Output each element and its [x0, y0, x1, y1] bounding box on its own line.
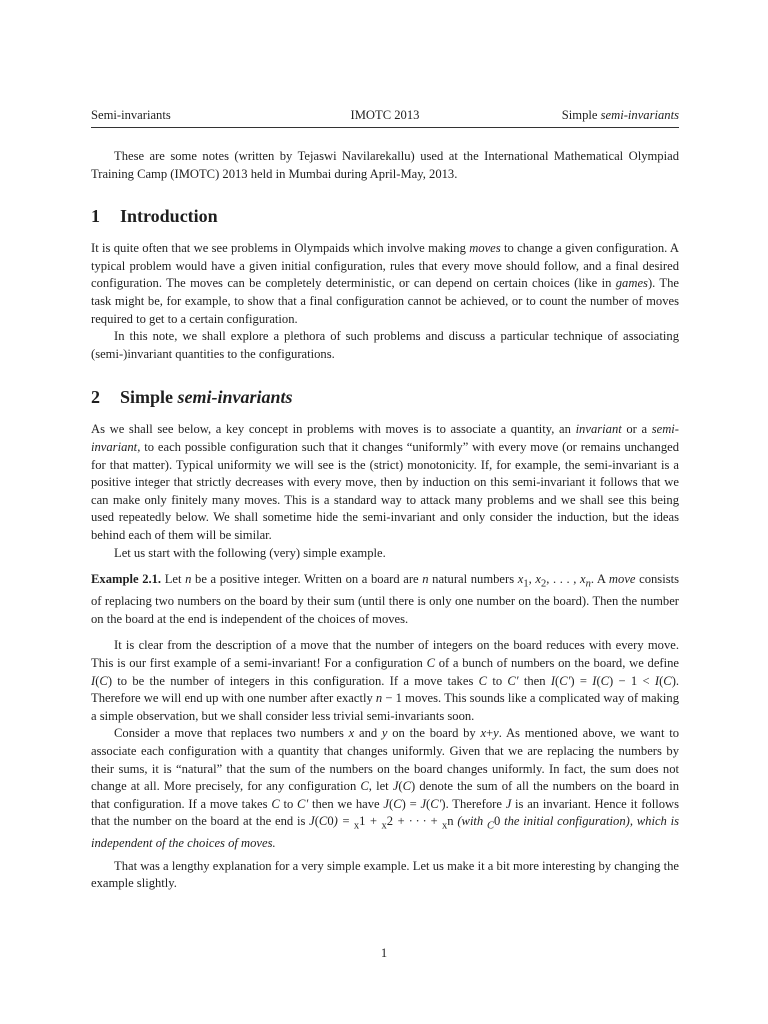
section-2-heading: 2 Simple semi-invariants [91, 387, 293, 408]
page-body [91, 148, 679, 893]
header-right: Simple semi-invariants [561, 108, 679, 122]
section-1-heading [91, 205, 679, 227]
section-2-title: Simple [120, 387, 178, 408]
header-left: Semi-invariants [91, 108, 171, 122]
section-2-paragraph-3: It is clear from the description of a move that the number of integers on the board reduces with every move. This is our first example of a semi-invariant! For a configuration C of a bunch of numbers on the board, we define I(C) to be the number of integers in this configuration. If a move takes C to C′ then I(C′) = I(C) − 1 < I(C). Therefore we will end up with one number after exactly n − 1 moves. This sounds like a complicated way of making a simple observation, but we shall consider less trivial semi-invariants soon. [91, 638, 680, 723]
section-1-paragraph-2: In this note, we shall explore a plethora of such problems and discuss a particular technique of associating (semi-)invariant quantities to the configurations. [91, 329, 679, 361]
section-2-paragraph-4: Consider a move that replaces two numbers x and y on the board by x+y. As mentioned above, we want to associate each configuration with a quantity that changes uniformly. Given that we are replacing the numbers by their sums, it is “natural” that the sum of the numbers on the board changes uniformly. In fact, the sum does not change at all. More precisely, for any configuration C, let J(C) denote the sum of all the numbers on the board in that configuration. If a move takes C to C′ then we have J(C) = J(C′). Therefore J is an invariant. Hence it follows that the number on the board at the end is J(C0) = $_x$1 + $_x$2 + · · · + $_x$n (with $_C$0 the initial configuration), which is independent of the choices of moves. [91, 726, 680, 851]
page-number: 1 [380, 946, 388, 960]
section-1-title: Introduction [120, 206, 218, 227]
example-label: Example 2.1. [91, 572, 162, 587]
header-center: IMOTC 2013 [350, 108, 420, 122]
section-2-paragraph-1: As we shall see below, a key concept in problems with moves is to associate a quantity, an invariant or a semi-invariant, to each possible configuration such that it changes “uniformly” with every move (or remains unchanged for that matter). Typical uniformity we will see is the (strict) monotonicity. If, for example, the semi-invariant is a positive integer that strictly decreases with every move, then by induction on this semi-invariant it follows that we can make only finitely many moves. This is a standard way to attack many problems and we shall see this being used repeatedly below. We shall sometime hide the semi-invariant and only consider the induction, but the ideas behind each of them will be similar. [91, 422, 679, 542]
section-2-paragraph-2: Let us start with the following (very) simple example. [114, 545, 386, 560]
section-2-paragraph-5: That was a lengthy explanation for a very simple example. Let us make it a bit more interesting by changing the example slightly. [91, 858, 679, 891]
example-2-1: Example 2.1. Let n be a positive integer. Written on a board are n natural numbers $x_1$, $x_2$, . . . , $x_n$. A move consists of replacing two numbers on the board by their sum (until there is only one number on the board). Then the number on the board at the end is independent of the choices of moves. [91, 572, 679, 626]
intro-note: These are some notes (written by Tejaswi Navilarekallu) used at the International Mathematical Olympiad Training Camp (IMOTC) 2013 held in Mumbai during April-May, 2013. [91, 149, 679, 181]
header-rule [91, 127, 679, 128]
section-2-number: 2 [91, 387, 100, 408]
section-1-paragraph-1: It is quite often that we see problems in Olympaids which involve making moves to change a given configuration. A typical problem would have a given initial configuration, rules that every move should follow, and a final desired configuration. The moves can be completely deterministic, or can depend on certain choices (like in games). The task might be, for example, to show that a final configuration cannot be achieved, or to count the number of moves required to get to a certain configuration. [91, 241, 679, 326]
section-1-number: 1 [91, 206, 100, 227]
running-header [91, 108, 679, 126]
